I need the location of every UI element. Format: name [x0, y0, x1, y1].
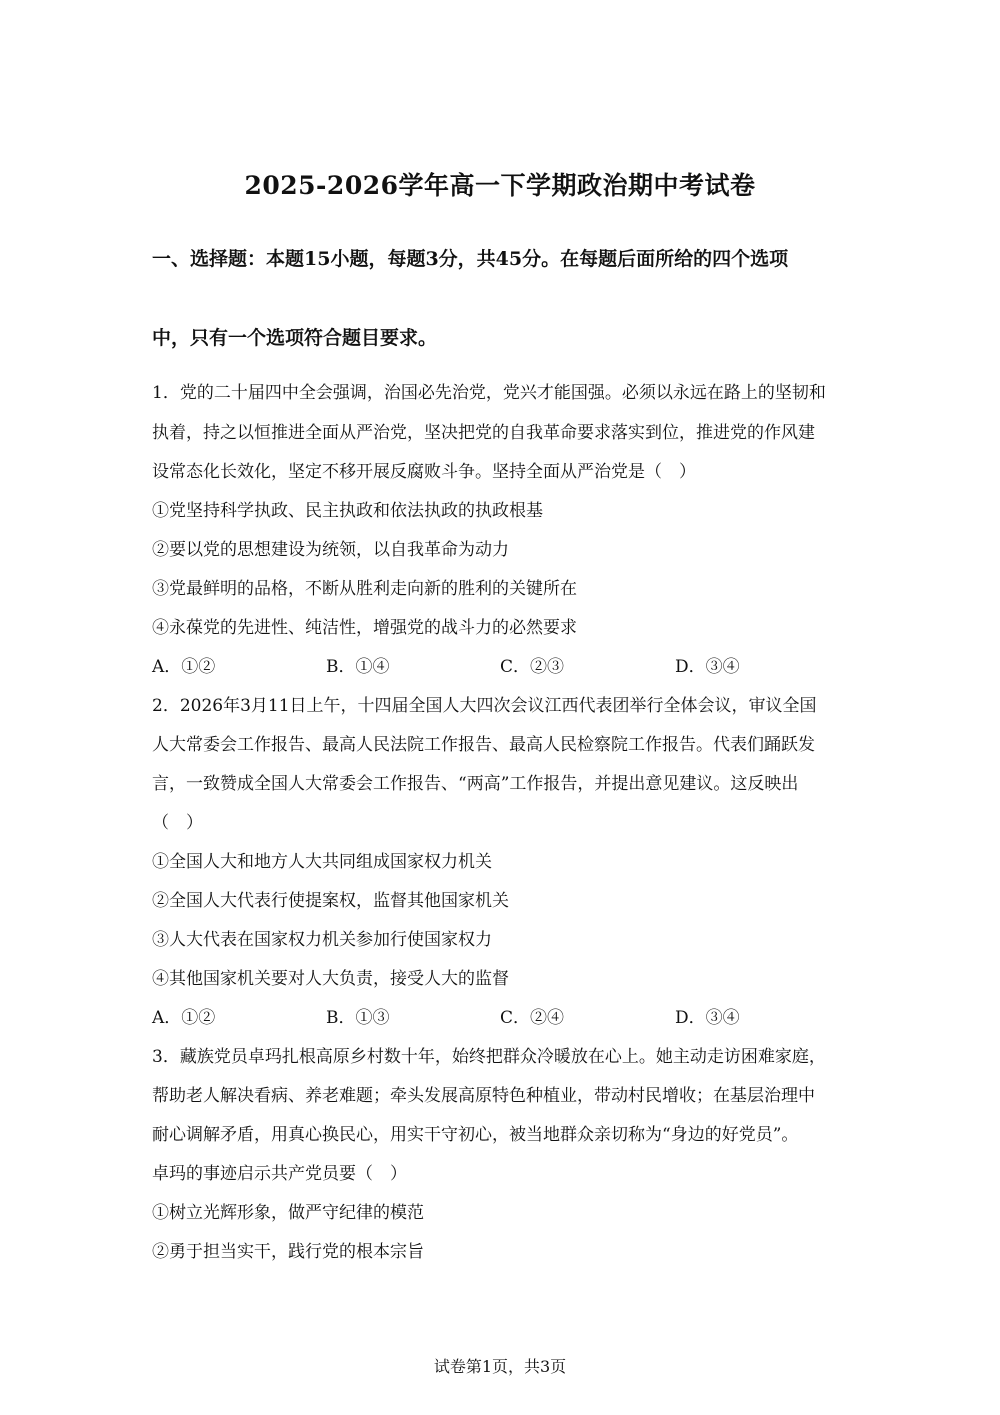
option-a: A．①② [152, 657, 216, 677]
option-b: B．①③ [326, 1008, 390, 1028]
option-a: A．①② [152, 1008, 216, 1028]
question-1-statement: ④永葆党的先进性、纯洁性，增强党的战斗力的必然要求 [152, 618, 577, 638]
question-2-statement: ④其他国家机关要对人大负责，接受人大的监督 [152, 969, 509, 989]
question-2-text: 言，一致赞成全国人大常委会工作报告、“两高”工作报告，并提出意见建议。这反映出 [152, 774, 799, 794]
question-1-text: 设常态化长效化，坚定不移开展反腐败斗争。坚持全面从严治党是（ ） [152, 462, 696, 482]
question-1-statement: ②要以党的思想建设为统领，以自我革命为动力 [152, 540, 509, 560]
question-1-options [152, 652, 852, 676]
question-3-statement: ①树立光辉形象，做严守纪律的模范 [152, 1203, 424, 1223]
question-1-text: 执着，持之以恒推进全面从严治党，坚决把党的自我革命要求落实到位，推进党的作风建 [152, 423, 815, 443]
page-footer: 试卷第1页，共3页 [433, 1357, 567, 1376]
question-3-text: 耐心调解矛盾，用真心换民心，用实干守初心，被当地群众亲切称为“身边的好党员”。 [152, 1125, 799, 1145]
question-1-statement: ①党坚持科学执政、民主执政和依法执政的执政根基 [152, 501, 543, 521]
question-3-statement: ②勇于担当实干，践行党的根本宗旨 [152, 1242, 424, 1262]
option-c: C．②③ [500, 657, 565, 677]
option-c: C．②④ [500, 1008, 565, 1028]
question-2-statement: ②全国人大代表行使提案权，监督其他国家机关 [152, 891, 509, 911]
question-2-statement: ③人大代表在国家权力机关参加行使国家权力 [152, 930, 492, 950]
question-2-statement: ①全国人大和地方人大共同组成国家权力机关 [152, 852, 492, 872]
question-3-text: 帮助老人解决看病、养老难题；牵头发展高原特色种植业，带动村民增收；在基层治理中 [152, 1086, 815, 1106]
question-2-text: 2．2026年3月11日上午，十四届全国人大四次会议江西代表团举行全体会议，审议全国 [152, 696, 817, 716]
page-title: 2025-2026学年高一下学期政治期中考试卷 [244, 171, 756, 200]
question-3-text: 3．藏族党员卓玛扎根高原乡村数十年，始终把群众冷暖放在心上。她主动走访困难家庭， [152, 1047, 826, 1067]
option-b: B．①④ [326, 657, 390, 677]
section-heading-line-2: 中，只有一个选项符合题目要求。 [152, 327, 438, 349]
question-2-options [152, 1003, 852, 1027]
question-2-text: （ ） [152, 813, 203, 833]
question-2-text: 人大常委会工作报告、最高人民法院工作报告、最高人民检察院工作报告。代表们踊跃发 [152, 735, 815, 755]
question-1-statement: ③党最鲜明的品格，不断从胜利走向新的胜利的关键所在 [152, 579, 577, 599]
question-1-text: 1．党的二十届四中全会强调，治国必先治党，党兴才能国强。必须以永远在路上的坚韧和 [152, 383, 826, 403]
option-d: D．③④ [675, 657, 740, 677]
option-d: D．③④ [675, 1008, 740, 1028]
question-3-text: 卓玛的事迹启示共产党员要（ ） [152, 1164, 407, 1184]
section-heading-line-1: 一、选择题：本题15小题，每题3分，共45分。在每题后面所给的四个选项 [152, 248, 789, 270]
